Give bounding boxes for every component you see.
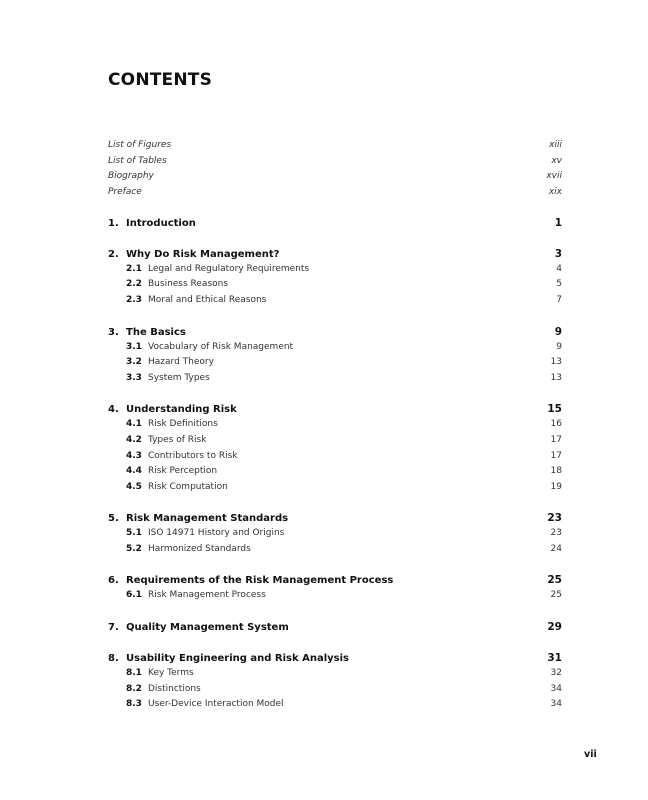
section-page-number: 23 — [550, 528, 562, 539]
section-label: User-Device Interaction Model — [148, 699, 284, 710]
section-number: 4.5 — [126, 481, 142, 492]
section-number: 4.2 — [126, 434, 142, 445]
section-number: 4.3 — [126, 450, 142, 461]
section-title — [108, 419, 218, 429]
chapter-title — [108, 249, 279, 260]
front-matter-entry[interactable] — [108, 187, 562, 203]
section-entry[interactable] — [108, 419, 562, 435]
section-entry[interactable] — [108, 699, 562, 715]
table-of-contents — [108, 140, 562, 715]
section-entry[interactable] — [108, 357, 562, 373]
chapter-page-number: 31 — [547, 652, 562, 665]
section-title — [108, 264, 309, 274]
section-number: 2.2 — [126, 279, 142, 290]
section-label: Risk Perception — [148, 466, 218, 477]
spacer — [108, 203, 562, 217]
section-label: ISO 14971 History and Origins — [148, 528, 285, 539]
section-number: 3.1 — [126, 341, 142, 352]
section-title — [108, 279, 228, 289]
section-label: Legal and Regulatory Requirements — [148, 263, 310, 274]
section-number: 2.1 — [126, 263, 142, 274]
section-label: System Types — [148, 372, 210, 383]
chapter-number: 1. — [108, 217, 119, 229]
section-page-number: 4 — [556, 263, 562, 274]
chapter-label: Quality Management System — [126, 622, 289, 634]
section-page-number: 13 — [550, 372, 562, 383]
section-number: 8.1 — [126, 668, 142, 679]
chapter-label: Requirements of the Risk Management Process — [126, 575, 394, 587]
section-title — [108, 590, 266, 600]
chapter-page-number: 1 — [554, 216, 562, 229]
section-page-number: 19 — [550, 481, 562, 492]
section-number: 4.4 — [126, 466, 142, 477]
entry-page-number: xv — [551, 155, 562, 166]
section-title — [108, 528, 284, 538]
spacer — [108, 559, 562, 574]
spacer — [108, 497, 562, 512]
section-entry[interactable] — [108, 590, 562, 606]
section-title — [108, 466, 217, 476]
chapter-label: Introduction — [126, 217, 196, 229]
entry-label: List of Figures — [108, 140, 172, 150]
entry-label: Preface — [108, 187, 142, 198]
chapter-number: 2. — [108, 248, 119, 260]
chapter-entry[interactable] — [108, 248, 562, 264]
section-page-number: 17 — [550, 450, 562, 461]
section-page-number: 5 — [556, 279, 562, 290]
chapter-title — [108, 327, 186, 338]
section-number: 4.1 — [126, 419, 142, 430]
page-title: CONTENTS — [108, 70, 213, 90]
section-entry[interactable] — [108, 544, 562, 560]
chapter-number: 4. — [108, 404, 119, 416]
spacer — [108, 637, 562, 652]
section-label: Types of Risk — [148, 434, 207, 445]
spacer — [108, 233, 562, 248]
section-title — [108, 684, 201, 694]
section-title — [108, 482, 228, 492]
chapter-page-number: 15 — [547, 403, 562, 416]
chapter-title — [108, 622, 289, 633]
chapter-entry[interactable] — [108, 574, 562, 590]
section-label: Hazard Theory — [148, 357, 214, 368]
chapter-label: Understanding Risk — [126, 404, 237, 416]
section-page-number: 34 — [550, 699, 562, 710]
section-entry[interactable] — [108, 668, 562, 684]
section-title — [108, 451, 237, 461]
section-entry[interactable] — [108, 684, 562, 700]
chapter-entry[interactable] — [108, 621, 562, 637]
chapter-number: 3. — [108, 326, 119, 338]
section-entry[interactable] — [108, 482, 562, 498]
chapter-number: 5. — [108, 513, 119, 525]
chapter-label: Risk Management Standards — [126, 513, 289, 525]
chapter-page-number: 23 — [547, 512, 562, 525]
spacer — [108, 606, 562, 621]
section-label: Contributors to Risk — [148, 450, 238, 461]
entry-page-number: xiii — [549, 140, 562, 150]
section-label: Risk Definitions — [148, 419, 218, 430]
section-title — [108, 668, 194, 678]
chapter-title — [108, 404, 237, 415]
spacer — [108, 388, 562, 403]
chapter-label: Usability Engineering and Risk Analysis — [126, 653, 349, 665]
section-page-number: 9 — [556, 341, 562, 352]
section-title — [108, 699, 284, 709]
section-entry[interactable] — [108, 466, 562, 482]
section-number: 6.1 — [126, 590, 142, 601]
front-matter-entry[interactable] — [108, 140, 562, 156]
section-page-number: 13 — [550, 357, 562, 368]
chapter-number: 8. — [108, 653, 119, 665]
chapter-entry[interactable] — [108, 512, 562, 528]
section-label: Moral and Ethical Reasons — [148, 294, 267, 305]
chapter-entry[interactable] — [108, 652, 562, 668]
section-entry[interactable] — [108, 279, 562, 295]
section-page-number: 17 — [550, 434, 562, 445]
chapter-entry[interactable] — [108, 326, 562, 342]
chapter-label: Why Do Risk Management? — [126, 248, 280, 260]
section-title — [108, 544, 251, 554]
section-page-number: 24 — [550, 543, 562, 554]
entry-label: Biography — [108, 171, 154, 182]
chapter-title — [108, 218, 196, 229]
chapter-label: The Basics — [126, 326, 186, 338]
section-number: 8.3 — [126, 699, 142, 710]
chapter-page-number: 3 — [554, 247, 562, 260]
entry-label: List of Tables — [108, 155, 167, 166]
chapter-page-number: 25 — [547, 574, 562, 587]
chapter-number: 7. — [108, 622, 119, 634]
section-label: Vocabulary of Risk Management — [148, 341, 294, 352]
section-entry[interactable] — [108, 342, 562, 358]
chapter-page-number: 9 — [554, 325, 562, 338]
section-title — [108, 435, 206, 445]
section-page-number: 7 — [556, 294, 562, 305]
section-label: Risk Computation — [148, 481, 228, 492]
section-label: Business Reasons — [148, 279, 229, 290]
section-title — [108, 295, 266, 305]
section-page-number: 34 — [550, 683, 562, 694]
section-title — [108, 357, 214, 367]
section-number: 5.2 — [126, 543, 142, 554]
section-page-number: 18 — [550, 466, 562, 477]
section-title — [108, 373, 210, 383]
chapter-title — [108, 653, 349, 664]
section-title — [108, 342, 293, 352]
section-entry[interactable] — [108, 435, 562, 451]
section-number: 8.2 — [126, 683, 142, 694]
section-page-number: 16 — [550, 419, 562, 430]
chapter-entry[interactable] — [108, 217, 562, 233]
spacer — [108, 311, 562, 326]
front-matter-entry[interactable] — [108, 156, 562, 172]
page-number: vii — [584, 749, 597, 760]
section-entry[interactable] — [108, 451, 562, 467]
section-page-number: 25 — [550, 590, 562, 601]
section-number: 3.3 — [126, 372, 142, 383]
section-page-number: 32 — [550, 668, 562, 679]
chapter-entry[interactable] — [108, 403, 562, 419]
entry-page-number: xix — [548, 187, 562, 198]
section-number: 2.3 — [126, 294, 142, 305]
section-label: Distinctions — [148, 683, 201, 694]
section-entry[interactable] — [108, 528, 562, 544]
section-entry[interactable] — [108, 264, 562, 280]
chapter-title — [108, 513, 288, 524]
section-label: Harmonized Standards — [148, 543, 251, 554]
section-entry[interactable] — [108, 295, 562, 311]
section-number: 5.1 — [126, 528, 142, 539]
section-label: Risk Management Process — [148, 590, 266, 601]
chapter-page-number: 29 — [547, 621, 562, 634]
entry-page-number: xvii — [546, 171, 562, 182]
chapter-number: 6. — [108, 575, 119, 587]
front-matter-entry[interactable] — [108, 171, 562, 187]
chapter-title — [108, 575, 393, 586]
section-entry[interactable] — [108, 373, 562, 389]
section-number: 3.2 — [126, 357, 142, 368]
section-label: Key Terms — [148, 668, 194, 679]
